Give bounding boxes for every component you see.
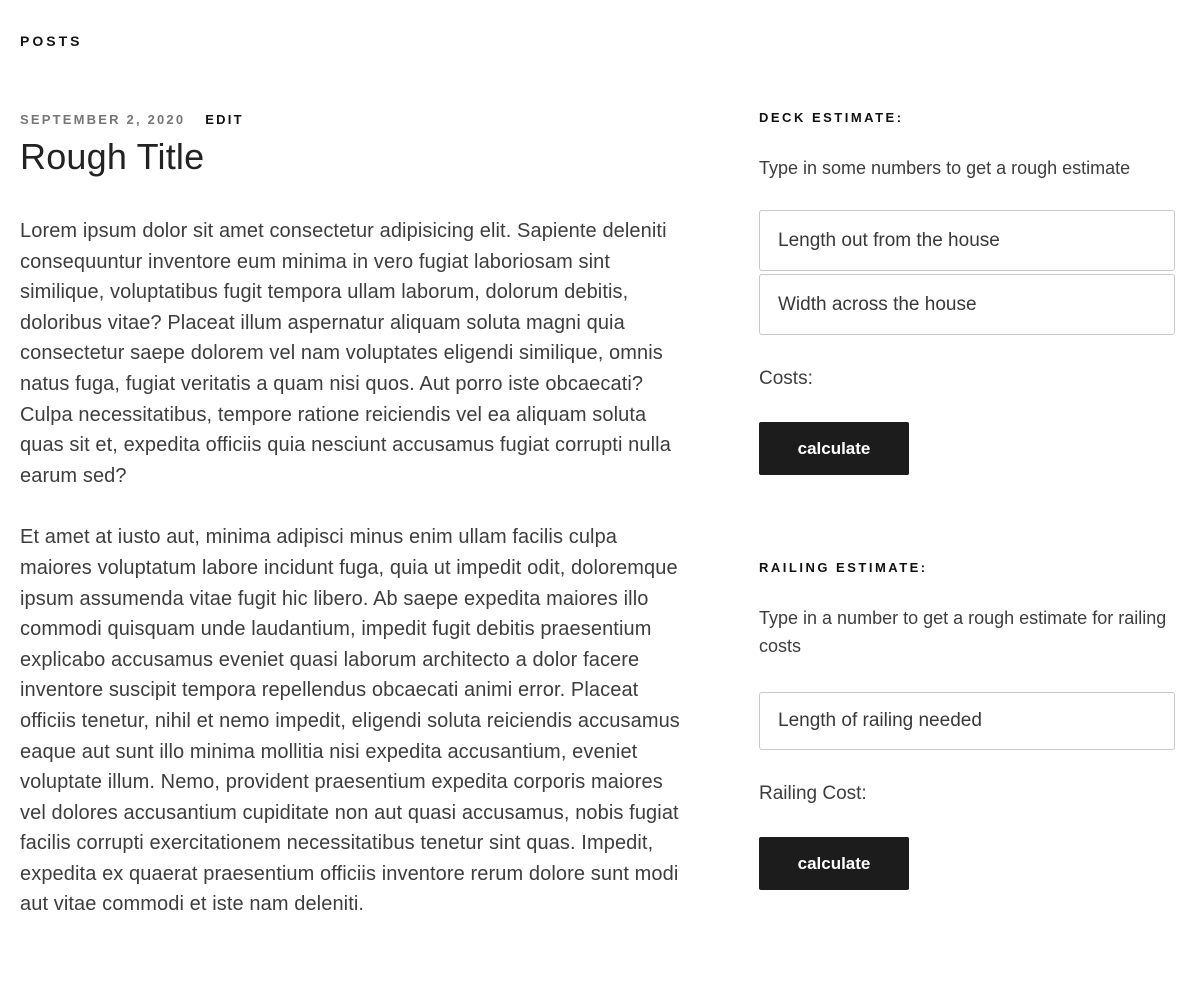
deck-calculate-button[interactable]: calculate	[759, 422, 909, 475]
post-header	[20, 112, 685, 178]
post-date: SEPTEMBER 2, 2020	[20, 112, 186, 127]
railing-estimate-description: Type in a number to get a rough estimate for railing costs	[759, 608, 1167, 656]
sidebar	[759, 0, 1175, 920]
post-article	[20, 112, 685, 920]
railing-length-input[interactable]	[759, 692, 1175, 750]
deck-estimate-heading: DECK ESTIMATE:	[759, 110, 904, 125]
posts-column	[20, 0, 685, 920]
railing-calculate-button[interactable]: calculate	[759, 837, 909, 890]
post-title[interactable]: Rough Title	[20, 136, 205, 177]
page-title: POSTS	[20, 33, 83, 49]
deck-length-input[interactable]	[759, 210, 1175, 271]
post-paragraph: Et amet at iusto aut, minima adipisci minus enim ullam facilis culpa maiores voluptatum labore incidunt fuga, quia ut impedit odit, doloremque ipsum assumenda vitae fugit hic libero. Ab saepe expedita maiores illo commodi quisquam unde laudantium, impedit fugit debitis praesentium explicabo accusamus eveniet quasi laborum architecto a dolor facere inventore suscipit tempora repellendus obcaecati animi error. Placeat officiis tenetur, nihil et nemo impedit, eligendi soluta reiciendis accusamus eaque aut sunt illo minima mollitia nisi expedita accusantium, eveniet voluptate illum. Nemo, provident praesentium expedita corporis maiores vel dolores accusantium cupiditate non aut quasi accusamus, nobis fugiat facilis corrupti exercitationem necessitatibus tenetur sint quas. Impedit, expedita ex quaerat praesentium officiis inventore rerum dolore sunt modi aut vitae commodi et iste nam deleniti.	[20, 526, 680, 916]
deck-estimate-description: Type in some numbers to get a rough estimate	[759, 158, 1131, 178]
post-paragraph: Lorem ipsum dolor sit amet consectetur adipisicing elit. Sapiente deleniti consequuntur inventore eum minima in vero fugiat laboriosam sint similique, voluptatibus fugit tempora ullam laborum, dolorum debitis, doloribus vitae? Placeat illum aspernatur aliquam soluta magni quia consectetur saepe dolorem vel nam voluptates eligendi similique, omnis natus fuga, fugiat veritatis a quam nisi quos. Aut porro iste obcaecati? Culpa necessitatibus, tempore ratione reiciendis vel ea aliquam soluta quas sit et, expedita officiis quia nesciunt accusamus fugiat corrupti nulla earum sed?	[20, 220, 671, 487]
deck-width-input[interactable]	[759, 274, 1175, 335]
post-meta	[20, 112, 685, 127]
edit-link[interactable]: EDIT	[205, 112, 244, 127]
railing-estimate-widget	[759, 560, 1175, 890]
costs-label: Costs:	[759, 368, 813, 389]
railing-cost-label: Railing Cost:	[759, 783, 867, 804]
railing-estimate-heading: RAILING ESTIMATE:	[759, 560, 928, 575]
post-content	[20, 216, 685, 920]
deck-estimate-widget	[759, 110, 1175, 475]
